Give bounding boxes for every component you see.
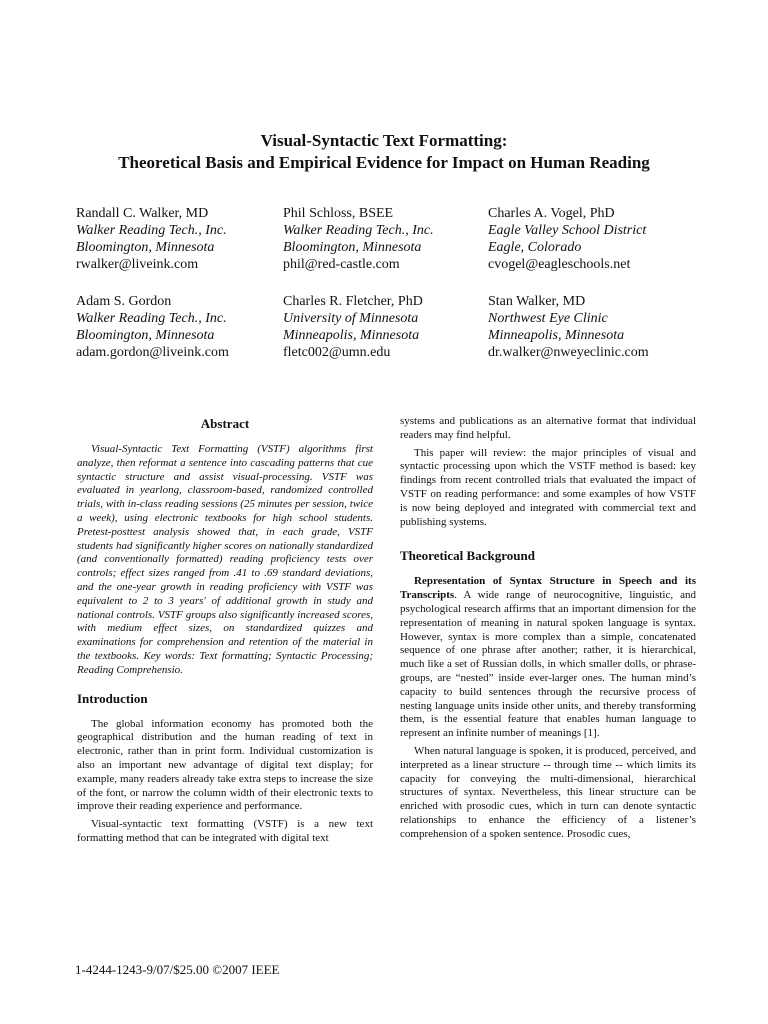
right-paragraph-1: systems and publications as an alternative format that individual readers may find helpful.: [400, 415, 696, 441]
author-location: Bloomington, Minnesota: [283, 240, 422, 255]
intro-paragraph-1: The global information economy has promoted both the geographical distribution and the human reading of text in electronic, rather than in print form. Individual customization is also an important new advantage of digital text display; for example, many readers already take extra steps to increase the size of the font, or narrow the column width of their electronic texts to improve their reading experience and performance.: [77, 717, 373, 813]
author-location: Minneapolis, Minnesota: [283, 328, 420, 343]
title-line-1: Visual-Syntactic Text Formatting:: [260, 131, 508, 150]
theoretical-background-heading: Theoretical Background: [400, 548, 535, 564]
author-email: cvogel@eagleschools.net: [488, 257, 631, 272]
author-affiliation: University of Minnesota: [283, 311, 419, 326]
right-paragraph-4: When natural language is spoken, it is produced, perceived, and interpreted as a linear structure -- through time -- which limits its capacity for conveying the multi-dimensional, hierarchical structures of syntax. Nevertheless, this linear structure can be enriched with prosodic cues, which in turn can denote syntactic relationships to enhance the efficiency of a listener’s comprehension of a spoken sentence. Prosodic cues,: [400, 744, 696, 840]
author-affiliation: Northwest Eye Clinic: [488, 311, 608, 326]
paper-title: [0, 130, 768, 174]
author-email: phil@red-castle.com: [283, 257, 400, 272]
author-2: [283, 205, 483, 273]
author-5: [283, 293, 483, 361]
right-column: [400, 415, 696, 846]
author-affiliation: Walker Reading Tech., Inc.: [76, 223, 227, 238]
right-paragraph-2: This paper will review: the major principles of visual and syntactic processing upon which the VSTF method is based: key findings from recent controlled trials that evaluated the impact of VSTF on reading performance: and some examples of how VSTF is now being deployed and integrated with commercial text and publishing systems.: [400, 446, 696, 528]
author-name: Stan Walker, MD: [488, 294, 586, 309]
author-3: [488, 205, 718, 273]
author-name: Randall C. Walker, MD: [76, 206, 209, 221]
intro-paragraph-2: Visual-syntactic text formatting (VSTF) is a new text formatting method that can be integrated with digital text: [77, 818, 373, 844]
abstract-text: Visual-Syntactic Text Formatting (VSTF) algorithms first analyze, then reformat a sentence into cascading patterns that cue syntactic structure and assist visual-processing. VSTF was evaluated in yearlong, classroom-based, randomized controlled trials, with in-class reading sessions (25 minutes per session, twice a week), using electronic textbooks for high school students. Pretest-posttest analysis showed that, in each grade, VSTF students had significantly higher scores on nationally standardized (and conventionally formatted) reading proficiency tests over controls; effect sizes ranged from .41 to .69 standard deviations, and the one-year growth in reading proficiency with VSTF was equivalent to 2 to 3 years' of additional growth in study and national controls. VSTF groups also significantly increased scores, with medium effect sizes, on standardized quizzes and examinations for comprehension and retention of the material in the textbooks. Key words: Text formatting; Syntactic Processing; Reading Comprehensio.: [77, 443, 373, 676]
right-paragraph-3: [400, 575, 696, 741]
introduction-heading: Introduction: [77, 690, 148, 706]
author-location: Bloomington, Minnesota: [76, 240, 215, 255]
author-email: rwalker@liveink.com: [76, 257, 199, 272]
left-column: [77, 415, 373, 850]
title-line-2: Theoretical Basis and Empirical Evidence for Impact on Human Reading: [118, 153, 650, 172]
author-location: Bloomington, Minnesota: [76, 328, 215, 343]
author-name: Phil Schloss, BSEE: [283, 206, 394, 221]
right-paragraph-3-text: . A wide range of neurocognitive, linguistic, and psychological research affirms that an important dimension for the representation of meaning in natural spoken language is syntax. However, syntax is more complex than a simple, concatenated sequence of one phrase after another; rather, it is hierarchical, much like a set of Russian dolls, in which smaller dolls, or phrase-groups, are “nested” inside ever-larger ones. The human mind’s capacity to build sentences through the recursive process of nesting language units inside other units, and thereby transforming them, is the essential feature that enables human language to represent an infinite number of meanings [1].: [400, 589, 696, 740]
author-location: Minneapolis, Minnesota: [488, 328, 625, 343]
author-6: [488, 293, 718, 361]
abstract-heading: Abstract: [200, 416, 250, 431]
author-name: Charles A. Vogel, PhD: [488, 206, 615, 221]
author-affiliation: Eagle Valley School District: [488, 223, 647, 238]
author-affiliation: Walker Reading Tech., Inc.: [76, 311, 227, 326]
author-1: [76, 205, 276, 273]
author-affiliation: Walker Reading Tech., Inc.: [283, 223, 434, 238]
author-name: Adam S. Gordon: [76, 294, 172, 309]
author-4: [76, 293, 276, 361]
author-name: Charles R. Fletcher, PhD: [283, 294, 423, 309]
author-email: dr.walker@nweyeclinic.com: [488, 345, 649, 360]
author-email: adam.gordon@liveink.com: [76, 345, 229, 360]
runin-heading: Representation of Syntax Structure in Speech and its Transcripts: [400, 575, 696, 602]
author-location: Eagle, Colorado: [488, 240, 582, 255]
author-email: fletc002@umn.edu: [283, 345, 391, 360]
copyright-footer: 1-4244-1243-9/07/$25.00 ©2007 IEEE: [75, 962, 280, 977]
